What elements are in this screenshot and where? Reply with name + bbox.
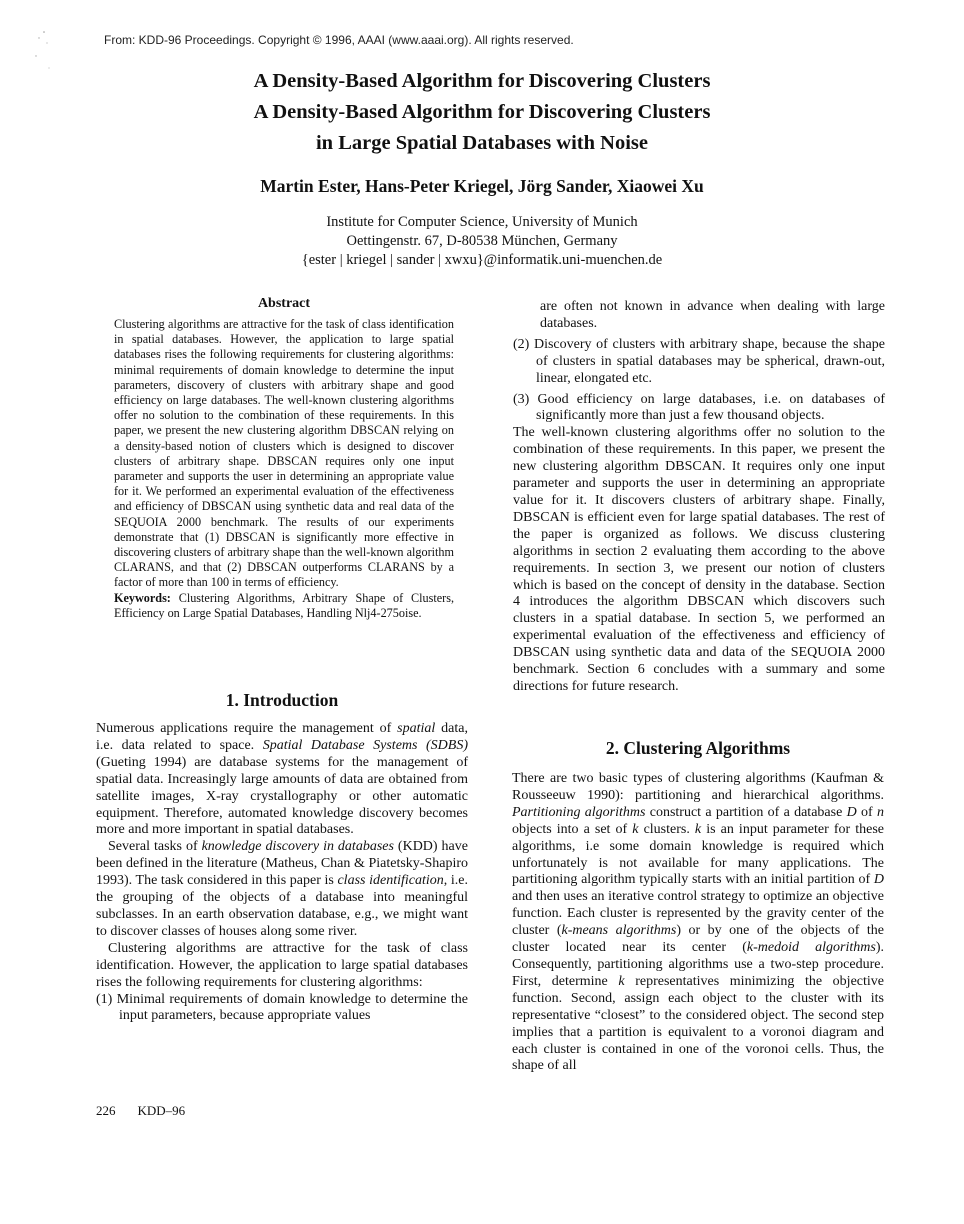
emphasis: k xyxy=(618,973,625,989)
abstract-text: Clustering algorithms are attractive for the task of class identification in spatial databases. However, the application to large spatial databases rises the following requirements for clustering algorithms: minimal requirements of domain knowledge to determine the input parameters, discovery of clusters with arbitrary shape and good efficiency on large databases. The well-known clustering algorithms offer no solution to the combination of these requirements. In this paper, we present the new clustering algorithm DBSCAN relying on a density-based notion of clusters which is designed to discover clusters of arbitrary shape. DBSCAN requires only one input parameter and supports the user in determining an appropriate value for it. We performed an experimental evaluation of the effectiveness and efficiency of DBSCAN using synthetic data and real data of the SEQUOIA 2000 benchmark. The results of our experiments demonstrate that (1) DBSCAN is significantly more effective in discovering clusters of arbitrary shape than the well-known algorithm CLARANS, and that (2) DBSCAN outperforms CLARANS by a factor of more than 100 in terms of efficiency. xyxy=(114,317,454,590)
text-span: of xyxy=(856,804,878,820)
footer-venue: KDD–96 xyxy=(137,1103,186,1118)
intro-paragraph-3: Clustering algorithms are attractive for the task of class identification. However, the application to large spatial databases rises the following requirements for clustering algorithms: xyxy=(96,940,468,990)
introduction-heading: 1. Introduction xyxy=(225,690,339,710)
emphasis: D xyxy=(846,804,857,820)
affiliation-line-1: Institute for Computer Science, University of Munich xyxy=(326,214,638,230)
text-span: Several tasks of xyxy=(108,839,202,855)
text-span: objects into a set of xyxy=(512,821,633,837)
emphasis: Spatial Database Systems (SDBS) xyxy=(262,737,468,753)
keywords-label: Keywords: xyxy=(114,590,171,605)
intro-paragraph-4: The well-known clustering algorithms offer no solution to the combination of these requirements. In this paper, we present the new clustering algorithm DBSCAN. It requires only one input parameter and supports the user in determining an appropriate value for it. It discovers clusters of arbitrary shape. Finally, DBSCAN is efficient even for large spatial databases. The rest of the paper is organized as follows. We discuss clustering algorithms in section 2 evaluating them according to the above requirements. In section 3, we present our notion of clusters which is based on the concept of density in the database. Section 4 introduces the algorithm DBSCAN which discovers such clusters in a spatial database. In section 5, we performed an experimental evaluation of the effectiveness and efficiency of DBSCAN using synthetic data and data of the SEQUOIA 2000 benchmark. Section 6 concludes with a summary and some directions for future research. xyxy=(513,425,885,694)
requirement-item-1: (1) Minimal requirements of domain knowledge to determine the input parameters, because appropriate values xyxy=(96,991,468,1024)
emphasis: k xyxy=(632,821,639,837)
emphasis: k-medoid algorithms xyxy=(746,940,876,956)
text-span: (KDD) have been defined in the literature (Matheus, Chan & Piatetsky-Shapiro 1993). The task considered in this paper is xyxy=(96,839,468,889)
abstract-heading: Abstract xyxy=(257,296,311,311)
page-footer xyxy=(96,1103,207,1119)
authors: Martin Ester, Hans-Peter Kriegel, Jörg Sander, Xiaowei Xu xyxy=(260,176,704,196)
emphasis: spatial xyxy=(397,721,436,736)
paper-title xyxy=(0,66,964,159)
intro-continued xyxy=(513,299,885,696)
title-line-2: A Density-Based Algorithm for Discovering Clusters xyxy=(253,101,711,123)
affiliation-line-2: Oettingenstr. 67, D-80538 München, Germany xyxy=(346,233,618,249)
introduction-section xyxy=(96,690,468,1025)
requirement-item-2: (2) Discovery of clusters with arbitrary shape, because the shape of clusters in spatial databases may be spherical, drawn-out, linear, elongated etc. xyxy=(513,336,885,386)
text-span: is an input parameter for these algorithms, i.e some domain knowledge is required which unfortunately is not available for many applications. The partitioning algorithm typically starts with an initial partition of xyxy=(512,821,884,888)
text-span: and then uses an iterative control strategy to optimize an objective function. Each cluster is represented by the gravity center of the cluster ( xyxy=(512,889,884,939)
affiliation xyxy=(0,213,964,270)
emphasis: n xyxy=(877,804,885,820)
text-span: ) or by one of the objects of the cluster located near its center ( xyxy=(512,923,884,956)
emphasis: knowledge discovery in databases xyxy=(201,839,394,855)
clustering-heading: 2. Clustering Algorithms xyxy=(605,738,791,758)
text-span: data, i.e. data related to space. xyxy=(96,721,468,753)
emphasis: Partitioning algorithms xyxy=(512,804,646,820)
page-number: 226 xyxy=(96,1103,116,1118)
clustering-section xyxy=(512,738,884,1075)
keywords xyxy=(114,591,454,621)
requirement-item-1-cont: are often not known in advance when dealing with large databases. xyxy=(540,299,885,331)
intro-paragraph-1 xyxy=(96,721,468,839)
text-span: construct a partition of a database xyxy=(645,804,847,820)
text-span: There are two basic types of clustering algorithms (Kaufman & Rousseeuw 1990): partitioning and hierarchical algorithms. xyxy=(512,771,884,803)
emphasis: class identification xyxy=(337,873,444,889)
emphasis: k-means algorithms xyxy=(561,923,677,939)
abstract-section xyxy=(114,295,454,621)
text-span: ). Consequently, partitioning algorithms use a two-step procedure. First, determine xyxy=(512,940,885,989)
emphasis: k xyxy=(694,821,702,837)
emphasis: D xyxy=(873,872,884,888)
text-span: representatives minimizing the objective function. Second, assign each object to the cluster with its representative “closest” to the considered object. The second step implies that a partition is equivalent to a voronoi diagram and each cluster is contained in one of the voronoi cells. Thus, the shape of all xyxy=(512,973,884,1074)
text-span: (Gueting 1994) are database systems for the management of spatial data. Increasingly large amounts of data are obtained from satellite images, X-ray crystallography or other automatic equipment. Therefore, automated knowledge discovery becomes more and more important in spatial databases. xyxy=(96,754,468,838)
title-line-1: A Density-Based Algorithm for Discovering Clusters xyxy=(253,70,711,92)
text-span: Numerous applications require the management of xyxy=(96,721,398,736)
title-line-3: in Large Spatial Databases with Noise xyxy=(315,132,648,154)
intro-paragraph-2 xyxy=(96,839,468,940)
copyright-notice: From: KDD-96 Proceedings. Copyright © 1996, AAAI (www.aaai.org). All rights reserved. xyxy=(104,33,574,47)
keywords-text: Clustering Algorithms, Arbitrary Shape of Clusters, Efficiency on Large Spatial Databases, Handling Nlj4-275oise. xyxy=(114,590,455,620)
requirement-item-3: (3) Good efficiency on large databases, i.e. on databases of significantly more than just a few thousand objects. xyxy=(513,391,885,424)
affiliation-emails: {ester | kriegel | sander | xwxu}@informatik.uni-muenchen.de xyxy=(301,252,663,268)
clustering-paragraph-1 xyxy=(512,771,884,1075)
text-span: , i.e. the grouping of the objects of a database into meaningful subclasses. In an earth observation database, e.g., we might want to discover classes of houses along some river. xyxy=(96,873,469,939)
text-span: clusters. xyxy=(638,821,695,837)
